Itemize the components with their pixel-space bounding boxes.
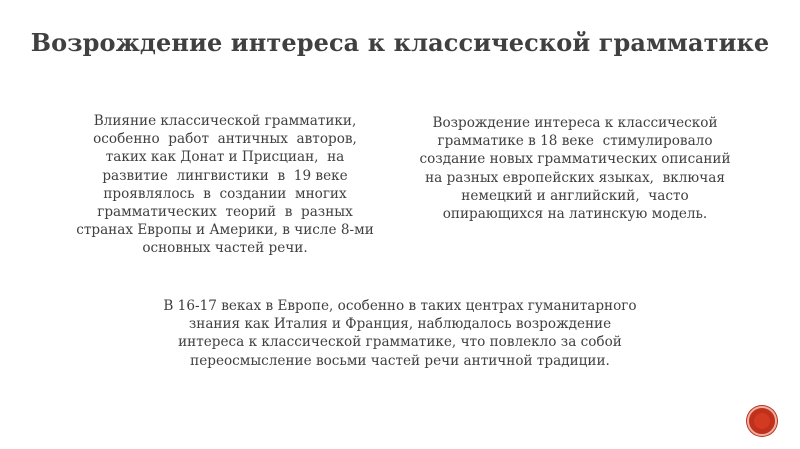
bottom-text-block: В 16-17 веках в Европе, особенно в таких центрах гуманитарного знания как Италия и Франция, наблюдалось возрождение интереса к классической грамматике, что повлекло за собой переосмысление восьми частей речи античной традиции. <box>163 298 637 369</box>
slide-title: Возрождение интереса к классической грамматике <box>30 28 770 57</box>
right-text-block: Возрождение интереса к классической грамматике в 18 веке стимулировало создание новых грамматических описаний на разных европейских языках, включая немецкий и английский, часто опирающихся на латинскую модель. <box>419 115 731 223</box>
slide-nav-circle-inner <box>754 413 770 429</box>
slide-nav-circle-icon[interactable] <box>747 406 777 436</box>
left-text-block: Влияние классической грамматики, особенно работ античных авторов, таких как Донат и Присциан, на развитие лингвистики в 19 веке проявлялось в создании многих грамматических теорий в разных странах Европы и Америки, в числе 8-ми основных частей речи. <box>76 113 374 257</box>
